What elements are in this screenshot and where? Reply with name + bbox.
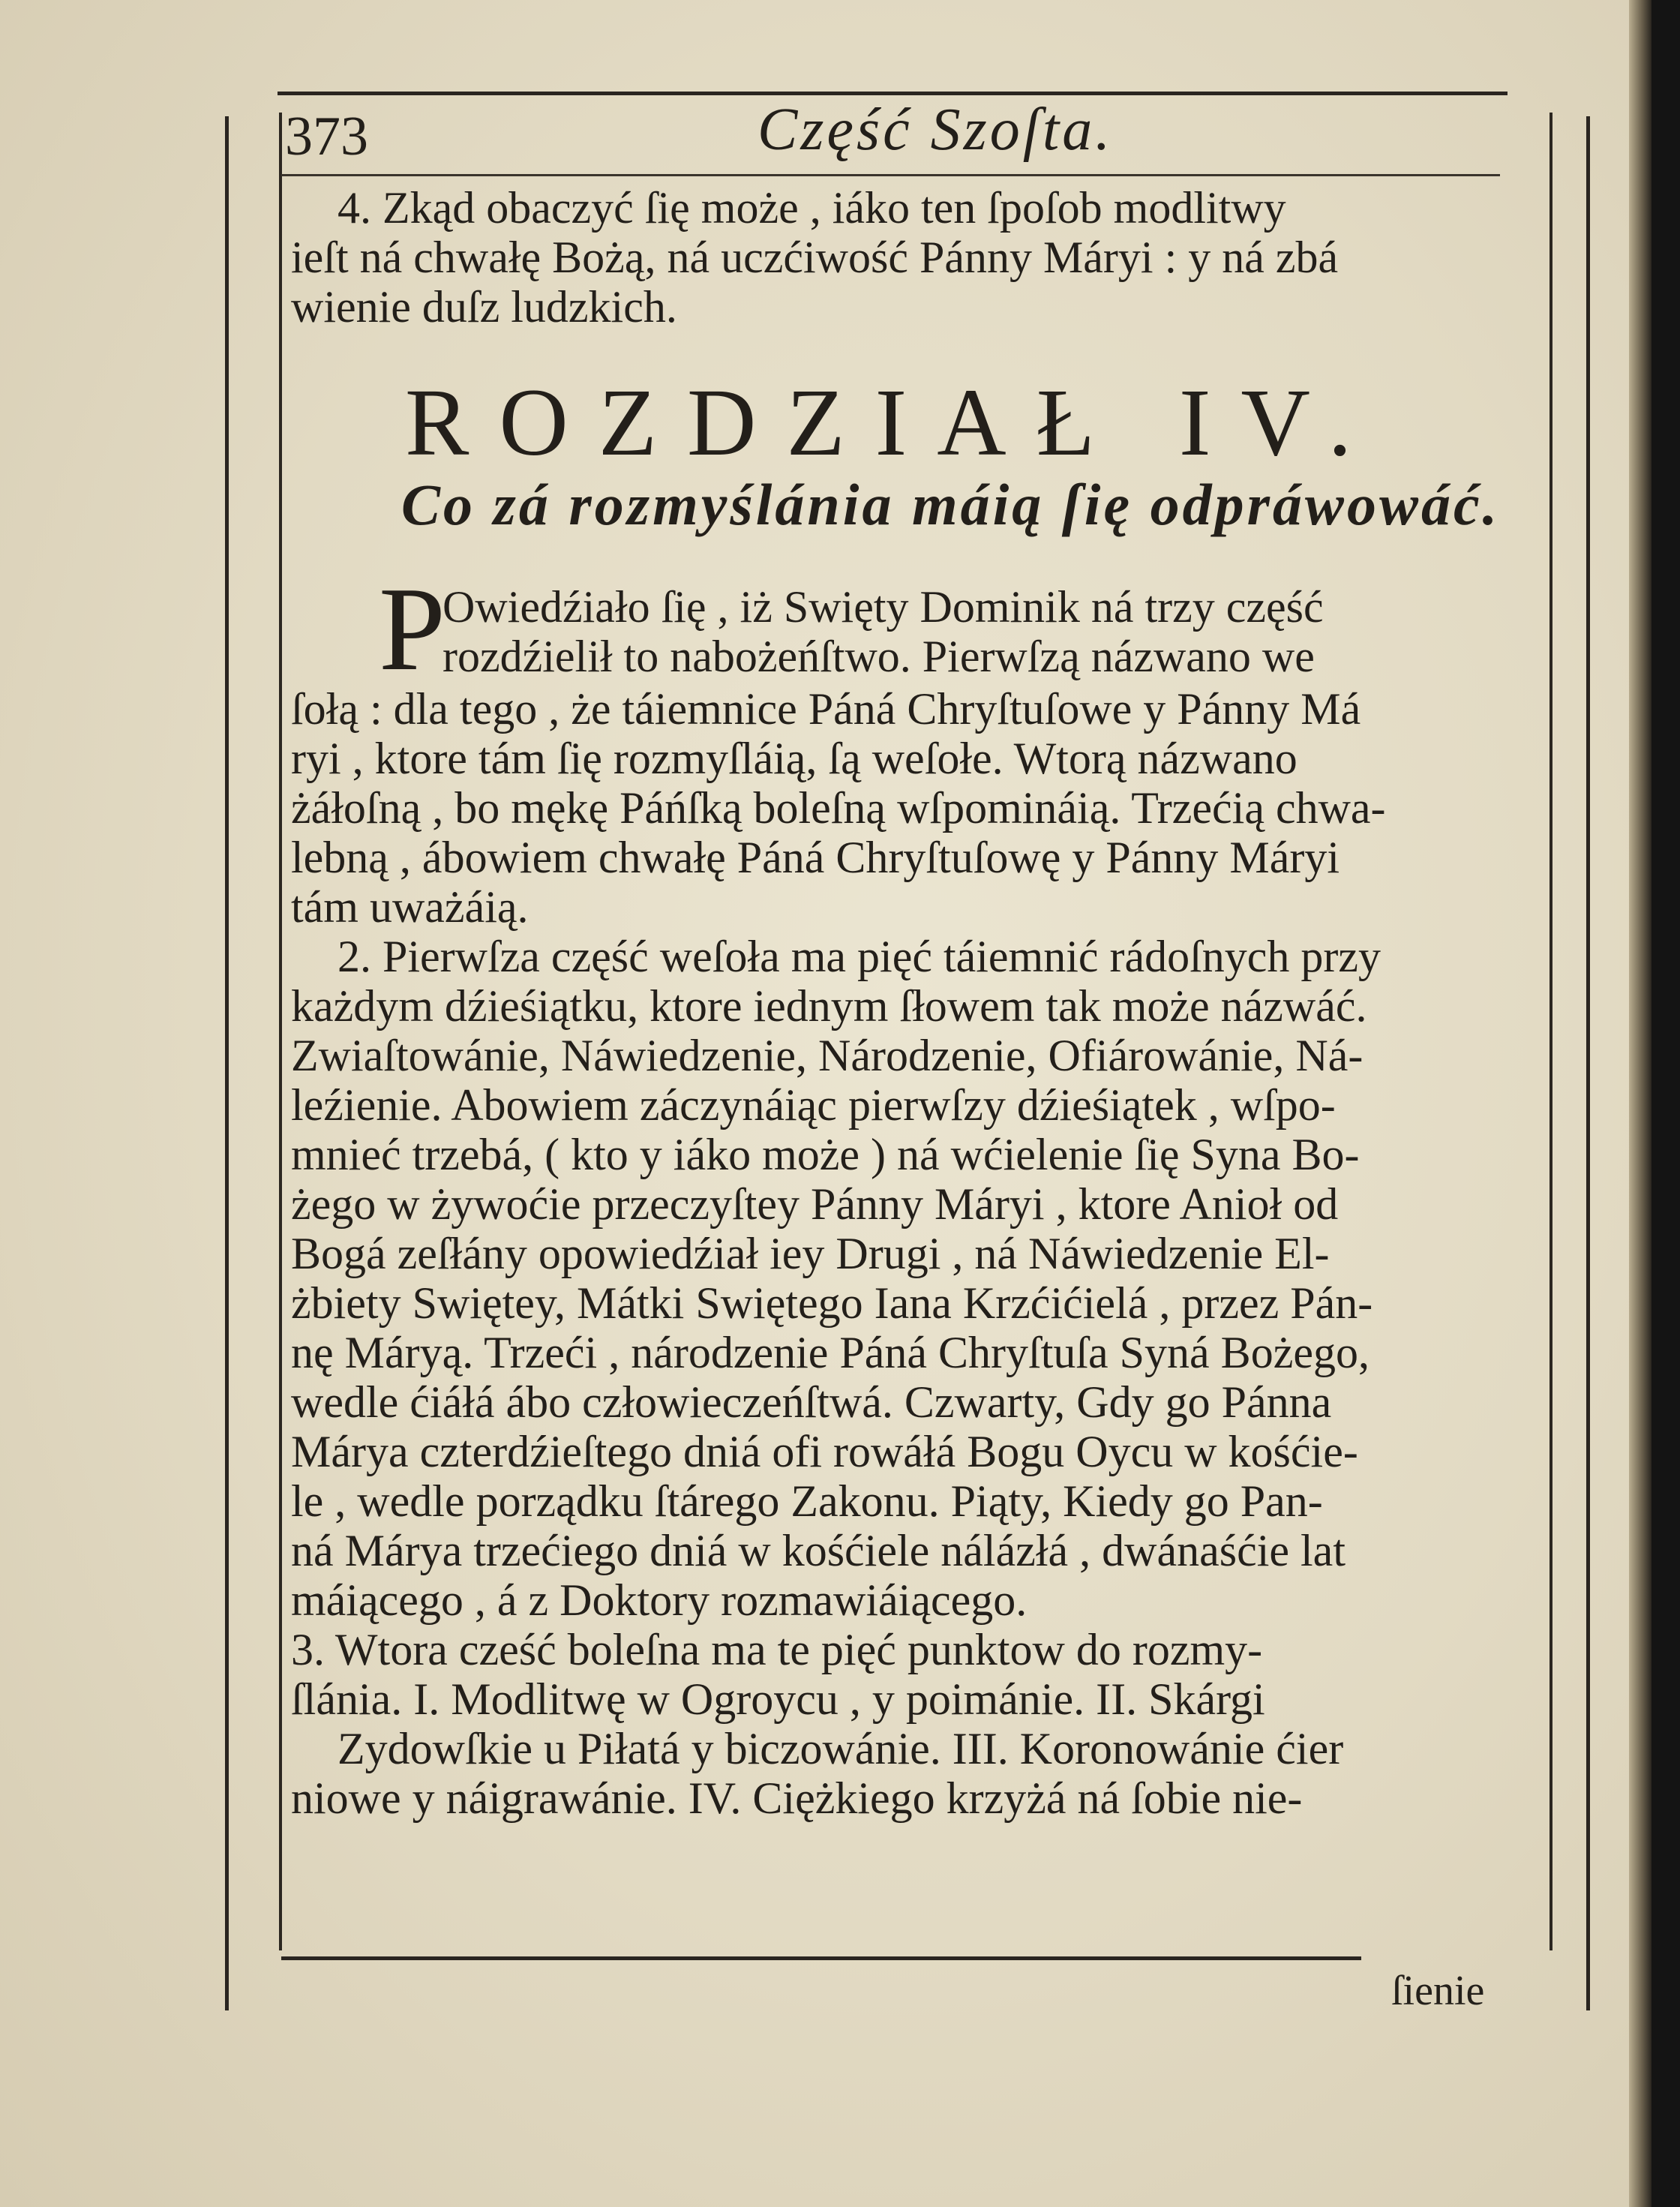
chapter-subtitle: Co zá rozmyślánia máią ſię odpráwowáć. [401, 472, 1501, 537]
body-line: niowe y náigrawánie. IV. Ciężkiego krzyżá ná ſobie nie- [291, 1773, 1303, 1823]
body-line: 2. Pierwſza część weſoła ma pięć táiemnić rádoſnych przy [338, 932, 1382, 981]
top-rule [278, 92, 1508, 95]
body-line: mnieć trzebá, ( kto y iáko może ) ná wćielenie ſię Syna Bo- [291, 1130, 1360, 1179]
page-number: 373 [285, 106, 368, 167]
catchword: ſienie [1391, 1968, 1485, 2014]
body-line: leźienie. Abowiem záczynáiąc pierwſzy dźieśiątek , wſpo- [291, 1080, 1336, 1130]
body-line: Zydowſkie u Piłatá y biczowánie. III. Koronowánie ćier [338, 1724, 1344, 1773]
body-line: lebną , ábowiem chwałę Páná Chryſtuſowę y Pánny Máryi [291, 833, 1340, 882]
body-line: máiącego , á z Doktory rozmawiáiącego. [291, 1575, 1028, 1625]
book-gutter [1629, 0, 1652, 2207]
header-rule [281, 174, 1500, 176]
body-line: tám uważáią. [291, 882, 529, 932]
drop-capital: P [379, 562, 446, 695]
bottom-rule [281, 1956, 1361, 1960]
intro-line: ieſt ná chwałę Bożą, ná uczćiwość Pánny Máryi : y ná zbá [291, 233, 1339, 282]
body-line: Márya czterdźieſtego dniá ofi rowáłá Bogu Oycu w kośćie- [291, 1427, 1358, 1476]
body-line: żbiety Swiętey, Mátki Swiętego Iana Krzćićielá , przez Pán- [291, 1278, 1373, 1328]
body-line: Zwiaſtowánie, Náwiedzenie, Národzenie, Ofiárowánie, Ná- [291, 1031, 1364, 1080]
body-line: wedle ćiáłá ábo człowieczeńſtwá. Czwarty, Gdy go Pánna [291, 1377, 1332, 1427]
body-line: Owiedźiało ſię , iż Swięty Dominik ná trzy część [442, 582, 1324, 632]
body-line: ná Márya trzećiego dniá w kośćiele nálázłá , dwánaśćie lat [291, 1526, 1346, 1575]
body-line: le , wedle porządku ſtárego Zakonu. Piąty, Kiedy go Pan- [291, 1476, 1323, 1526]
body-line: 3. Wtora cześć boleſna ma te pięć punktow do rozmy- [291, 1625, 1263, 1674]
body-line: każdym dźieśiątku, ktore iednym ſłowem tak może názwáć. [291, 981, 1367, 1031]
intro-line: 4. Zkąd obaczyć ſię może , iáko ten ſpoſob modlitwy [338, 183, 1286, 233]
body-line: nę Máryą. Trzeći , národzenie Páná Chryſtuſa Syná Bożego, [291, 1328, 1370, 1377]
body-line: rozdźielił to nabożeńſtwo. Pierwſzą názwano we [442, 632, 1315, 681]
chapter-title: ROZDZIAŁ IV. [405, 369, 1382, 476]
body-line: żego w żywoćie przeczyſtey Pánny Máryi , ktore Anioł od [291, 1179, 1339, 1229]
body-line: ſołą : dla tego , że táiemnice Páná Chryſtuſowe y Pánny Má [291, 684, 1361, 734]
body-line: ſlánia. I. Modlitwę w Ogroycu , y poimánie. II. Skárgi [291, 1674, 1265, 1724]
body-line: Bogá zeſłány opowiedźiał iey Drugi , ná Náwiedzenie El- [291, 1229, 1330, 1278]
intro-line: wienie duſz ludzkich. [291, 282, 677, 332]
body-line: ryi , ktore tám ſię rozmyſláią, ſą weſołe. Wtorą názwano [291, 734, 1298, 783]
running-title: Część Szoſta. [758, 97, 1114, 163]
body-line: żáłoſną , bo mękę Páńſką boleſną wſpomináią. Trzećią chwa- [291, 783, 1386, 833]
